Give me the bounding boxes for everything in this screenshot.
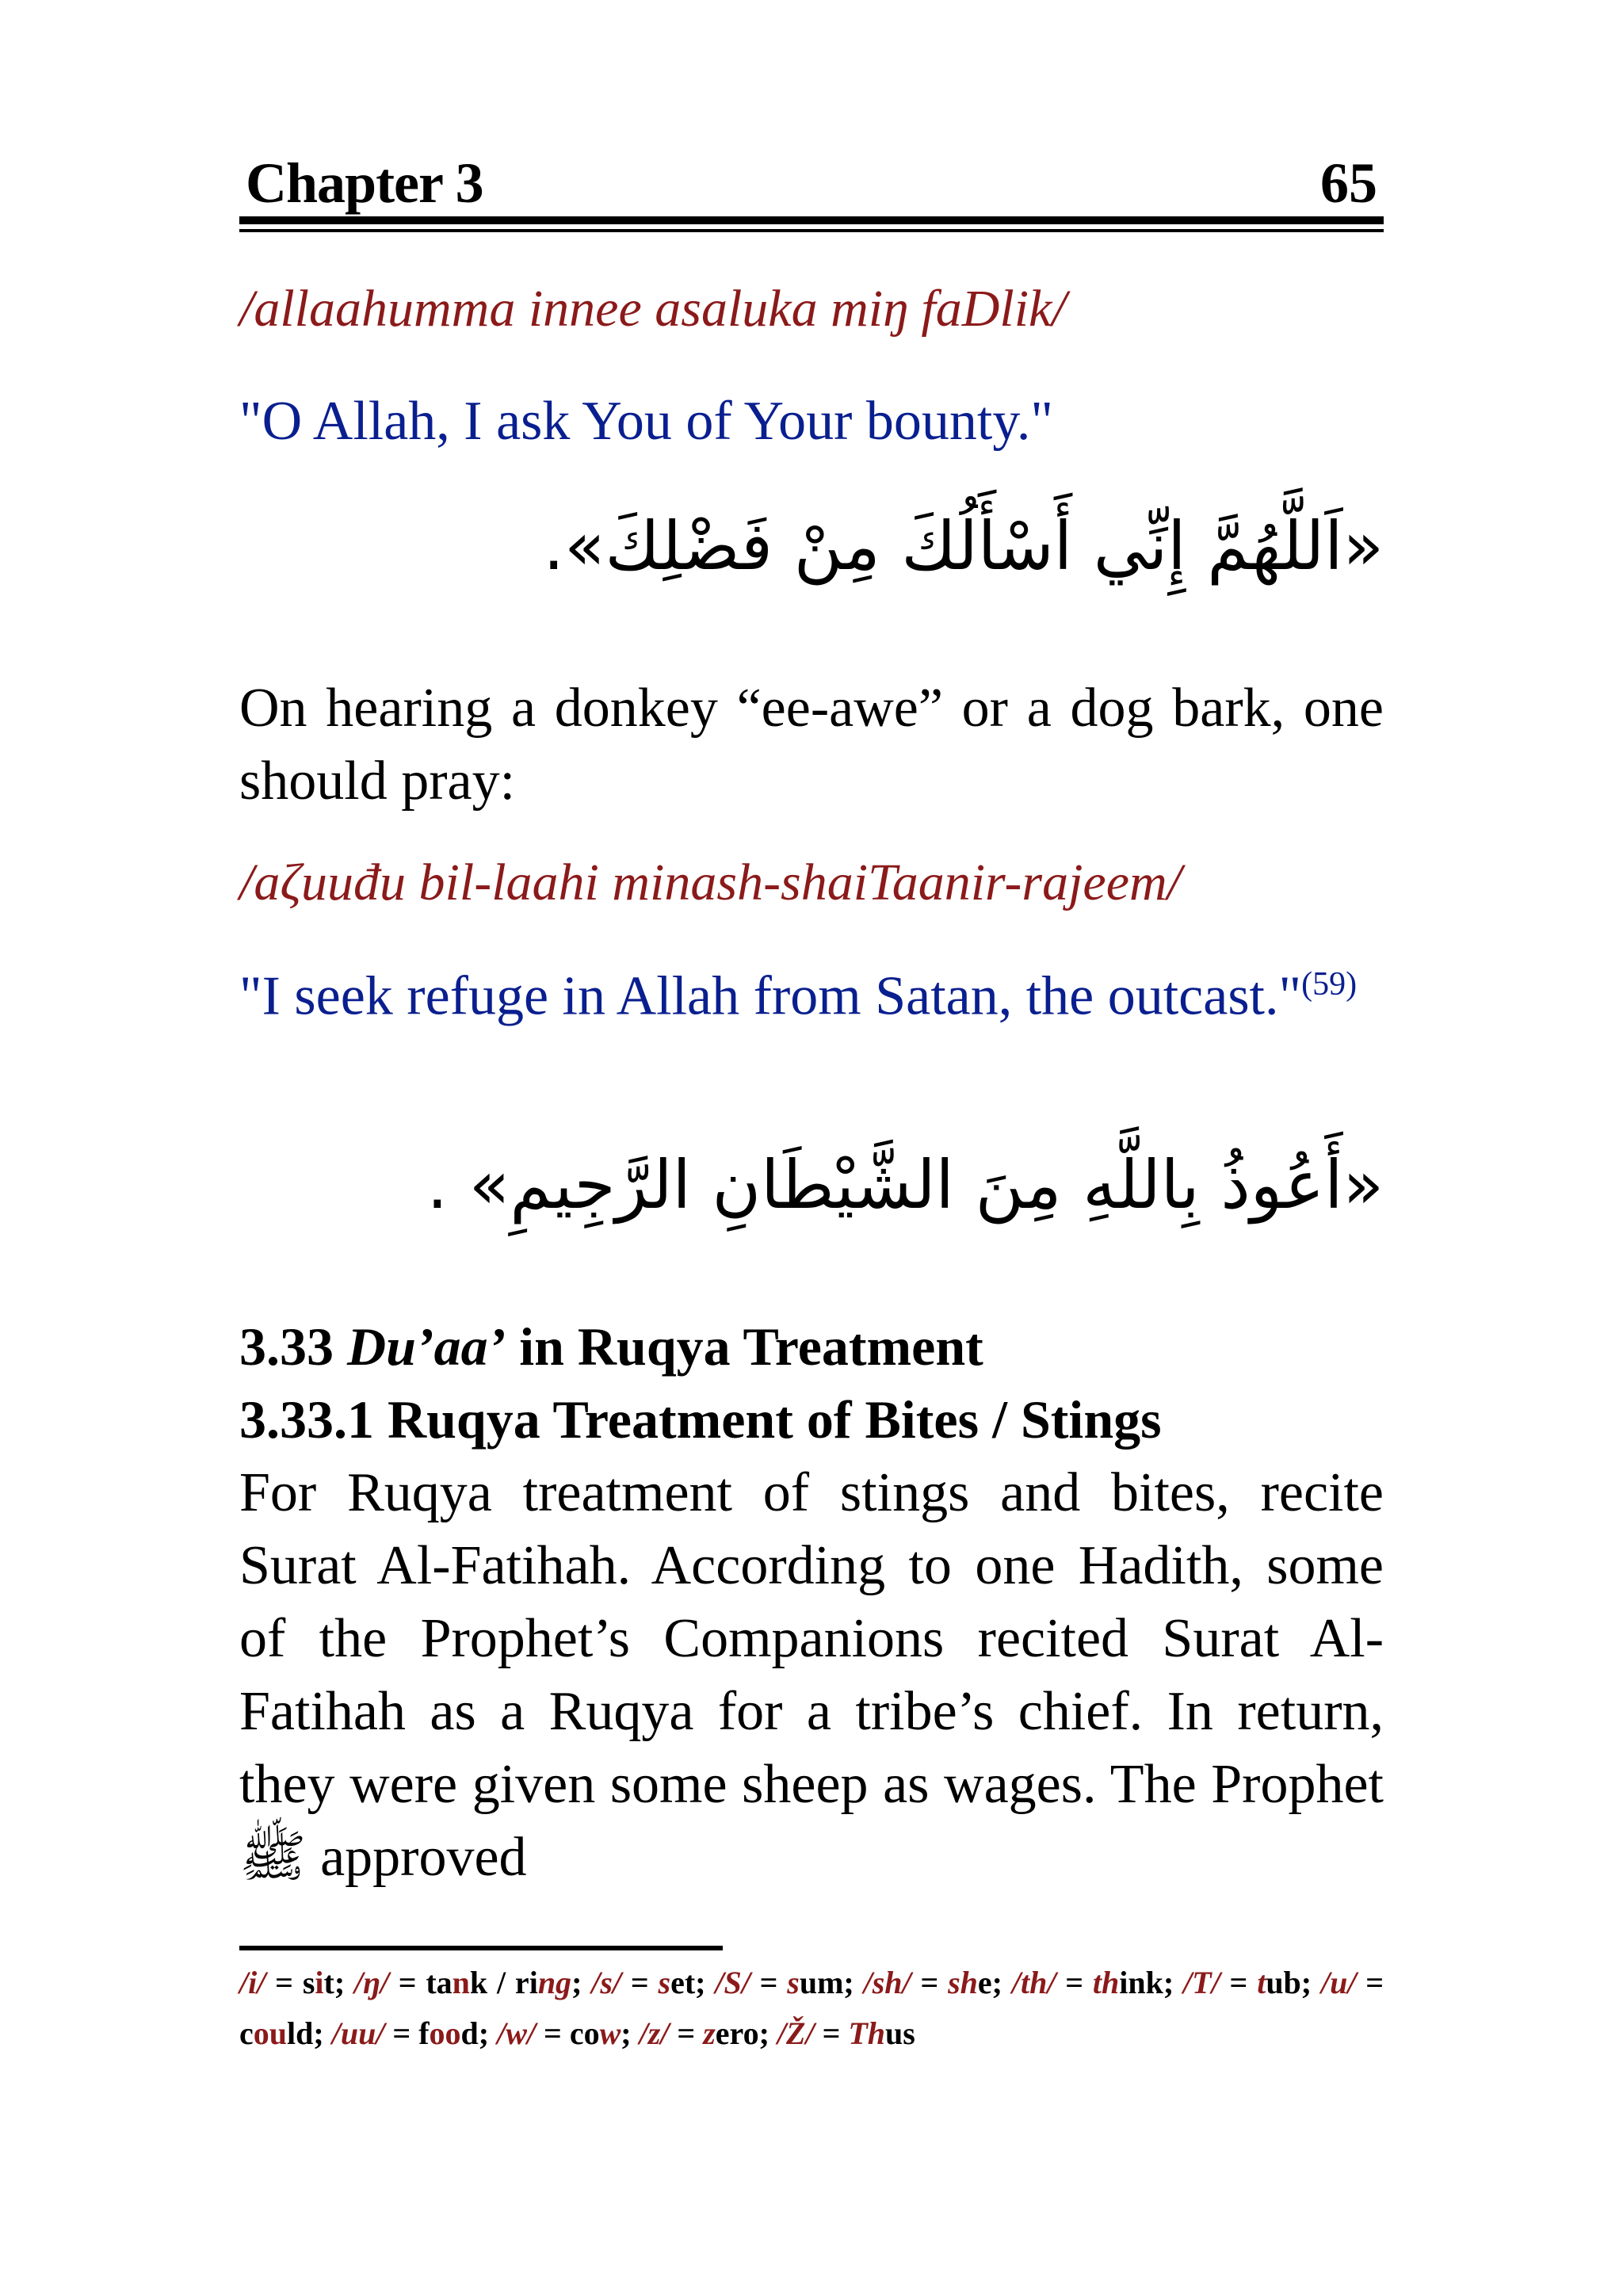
header-rule-thin: [239, 229, 1384, 232]
page-header: [239, 143, 1384, 230]
ruqya-paragraph-text: For Ruqya treatment of stings and bites, recite Surat Al-Fatihah. According to one Hadith, some of the Prophet’s Companions recited Surat Al-Fatihah as a Ruqya for a tribe’s chief. In return, they were given some sheep as wages. The Prophet: [239, 1462, 1384, 1815]
footnote-reference: (59): [1301, 966, 1358, 1003]
section-heading-rest: in Ruqya Treatment: [519, 1316, 983, 1377]
subsection-heading: 3.33.1 Ruqya Treatment of Bites / Stings: [239, 1389, 1162, 1450]
section-heading: [239, 1316, 983, 1378]
header-rule-thick: [239, 216, 1384, 224]
key-entry: /S/ = sum;: [715, 1965, 854, 2000]
key-entry: /u/ = could;: [239, 1965, 1384, 2051]
footnote-rule: [239, 1946, 723, 1950]
key-entry: /T/ = tub;: [1183, 1965, 1312, 2000]
translation-refuge: [239, 948, 1384, 1033]
translation-bounty: "O Allah, I ask You of Your bounty.": [239, 391, 1053, 452]
pronunciation-key-footnote: [239, 1958, 1384, 2059]
key-entry: /w/ = cow;: [497, 2015, 632, 2051]
arabic-refuge: «أَعُوذُ بِاللَّهِ مِنَ الشَّيْطَانِ الرَّجِيمِ» .: [426, 1146, 1384, 1224]
honorific-symbol: ﷺ: [239, 1827, 307, 1888]
ruqya-paragraph: [239, 1457, 1384, 1894]
key-entry: /i/ = sit;: [239, 1965, 346, 2000]
key-entry: /s/ = set;: [591, 1965, 706, 2000]
chapter-title: Chapter 3: [246, 151, 483, 215]
key-entry: /ŋ/ = tank / ring;: [354, 1965, 582, 2000]
section-number: 3.33: [239, 1316, 334, 1377]
key-entry: /th/ = think;: [1011, 1965, 1174, 2000]
transliteration-refuge: /aζuuđu bil-laahi minash-shaiTaanir-rajeem/: [239, 854, 1182, 911]
key-entry: /Ž/ = Thus: [777, 2015, 915, 2051]
key-entry: /sh/ = she;: [863, 1965, 1002, 2000]
page-number: 65: [1320, 151, 1377, 215]
arabic-bounty: «اَللَّهُمَّ إِنِّي أَسْأَلُكَ مِنْ فَضْلِكَ».: [543, 507, 1384, 585]
intro-paragraph: On hearing a donkey “ee-awe” or a dog bark, one should pray:: [239, 678, 1384, 812]
translation-refuge-text: "I seek refuge in Allah from Satan, the outcast.": [239, 965, 1302, 1027]
key-entry: /uu/ = food;: [331, 2015, 490, 2051]
key-entry: /z/ = zero;: [639, 2015, 769, 2051]
section-term: Du’aa’: [347, 1316, 506, 1377]
transliteration-bounty: /allaahumma innee asaluka miŋ faDlik/: [239, 280, 1067, 338]
ruqya-paragraph-continued: approved: [320, 1827, 527, 1888]
